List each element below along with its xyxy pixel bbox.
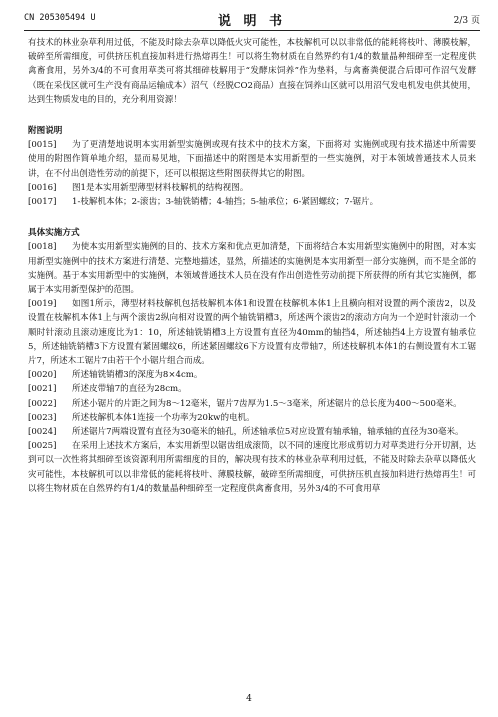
page-indicator: 2/3 页 [453, 16, 480, 26]
patent-number: CN 205305494 U [24, 13, 96, 23]
paragraph-text: 为使本实用新型实施例的目的、技术方案和优点更加清楚，下面将结合本实用新型实施例中的附图，对本实用新型实施例中的技术方案进行清楚、完整地描述，显然，所描述的实施例是本实用新型一部分实施例，而不是全部的实施例。基于本实用新型中的实施例，本领域普通技术人员在没有作出创造性劳动前提下所获得的所有其它实施例，都属于本实用新型保护的范围。 [28, 242, 476, 296]
continuation-paragraph: 有技术的林业杂草利用过低，不能及时除去杂草以降低火灾可能性，本枝解机可以以非常低的能耗将枝叶、薄膜枝解，破碎至所需细度，可供挤压机直接加料进行热熔再生！可以将生物材质在自然界约有1/4的数量晶种细碎至一定程度供禽畜食用，另外3/4的不可食用草类可将其细碎枝解用于“发酵床饲养”作为垫料，与禽畜粪便混合后即可作沼气发酵（既在采伐区就可生产没有商品运输成本）沼气（经脱CO2商品）直接在饲养山区就可以用沼气发电机发电供其使用，达到生物质发电的目的，充分利用资源！ [28, 38, 476, 105]
paragraph-number: [0024] [28, 427, 57, 438]
paragraph-number: [0017] [28, 197, 57, 208]
paragraph-number: [0023] [28, 412, 57, 423]
paragraph-number: [0025] [28, 441, 57, 452]
paragraph-text: 所述锯片7两端设置有直径为30毫米的轴孔，所述轴承位5对应设置有轴承轴，轴承轴的直径为30毫米。 [72, 427, 464, 438]
paragraph-0021 [28, 382, 476, 396]
paragraph-0016 [28, 181, 476, 195]
paragraph-number: [0022] [28, 398, 57, 409]
paragraph-text: 为了更清楚地说明本实用新型实施例或现有技术中的技术方案，下面将对 实施例或现有技术描述中所需要使用的附图作简单地介绍，显而易见地，下面描述中的附图是本实用新型的一些实施例，对于本领域普通技术人员来讲，在不付出创造性劳动的前提下，还可以根据这些附图获得其它的附图。 [28, 140, 476, 179]
paragraph-0017 [28, 195, 476, 209]
paragraph-text: 如图1所示，薄型材料枝解机包括枝解机本体1和设置在枝解机本体1上且横向相对设置的两个滚齿2，以及设置在枝解机本体1上与两个滚齿2纵向相对设置的两个轴铣销槽3，所述两个滚齿2的滚动方向为一个逆时针滚动一个顺时针滚动且滚动速度比为1：10，所述轴铣销槽3上方设置有直径为40mm的轴挡4，所述轴挡4上方设置有轴承位5，所述轴铣销槽3下方设置有紧固螺纹6，所述紧固螺纹6下方设置有皮带轴7，所述枝解机本体1的右侧设置有木工锯片7，所述木工锯片7由若干个小锯片组合而成。 [28, 299, 476, 367]
paragraph-0025 [28, 439, 476, 496]
paragraph-0019 [28, 297, 476, 368]
section-heading-embodiment: 具体实施方式 [28, 228, 80, 239]
paragraph-0024 [28, 425, 476, 439]
paragraph-text: 在采用上述技术方案后，本实用新型以锯齿组成滚筒，以不同的速度比形成剪切力对草类进行分开切割，达到可以一次性将其细碎至该资源利用所需细度的目的，解决现有技术的林业杂草利用过低，不能及时除去杂草以降低火灾可能性，本枝解机可以以非常低的能耗将枝叶、薄膜枝解，破碎至所需细度，可供挤压机直接加料进行热熔再生！可以将生物材质在自然界约有1/4的数量晶种细碎至一定程度供禽畜食用，另外3/4的不可食用草 [28, 441, 476, 494]
paragraph-text: 1-枝解机本体；2-滚齿；3-轴铣销槽；4-轴挡；5-轴承位；6-紧固螺纹；7-锯片。 [72, 197, 379, 208]
paragraph-number: [0020] [28, 370, 57, 381]
paragraph-number: [0019] [28, 299, 57, 310]
paragraph-number: [0015] [28, 140, 57, 151]
document-title: 说 明 书 [217, 14, 287, 29]
paragraph-0022 [28, 397, 476, 411]
document-body [28, 36, 476, 496]
header-rule [24, 30, 480, 31]
paragraph-text: 图1是本实用新型薄型材料枝解机的结构视图。 [72, 182, 249, 193]
paragraph-0018 [28, 240, 476, 297]
paragraph-number: [0021] [28, 384, 57, 395]
paragraph-number: [0018] [28, 242, 57, 253]
paragraph-text: 所述枝解机本体1连接一个功率为20kw的电机。 [72, 412, 255, 423]
paragraph-number: [0016] [28, 182, 57, 193]
page-number: 4 [246, 694, 252, 704]
section-heading-figures: 附图说明 [28, 126, 63, 137]
paragraph-0023 [28, 411, 476, 425]
paragraph-text: 所述皮带轴7的直径为28cm。 [72, 384, 187, 395]
paragraph-0020 [28, 368, 476, 382]
page-header [24, 10, 480, 28]
paragraph-0015 [28, 138, 476, 181]
paragraph-text: 所述轴铣销槽3的深度为8×4cm。 [72, 370, 203, 381]
paragraph-text: 所述小锯片的片距之间为8～12毫米，锯片7齿厚为1.5～3毫米，所述锯片的总长度为400～500毫米。 [72, 398, 462, 409]
